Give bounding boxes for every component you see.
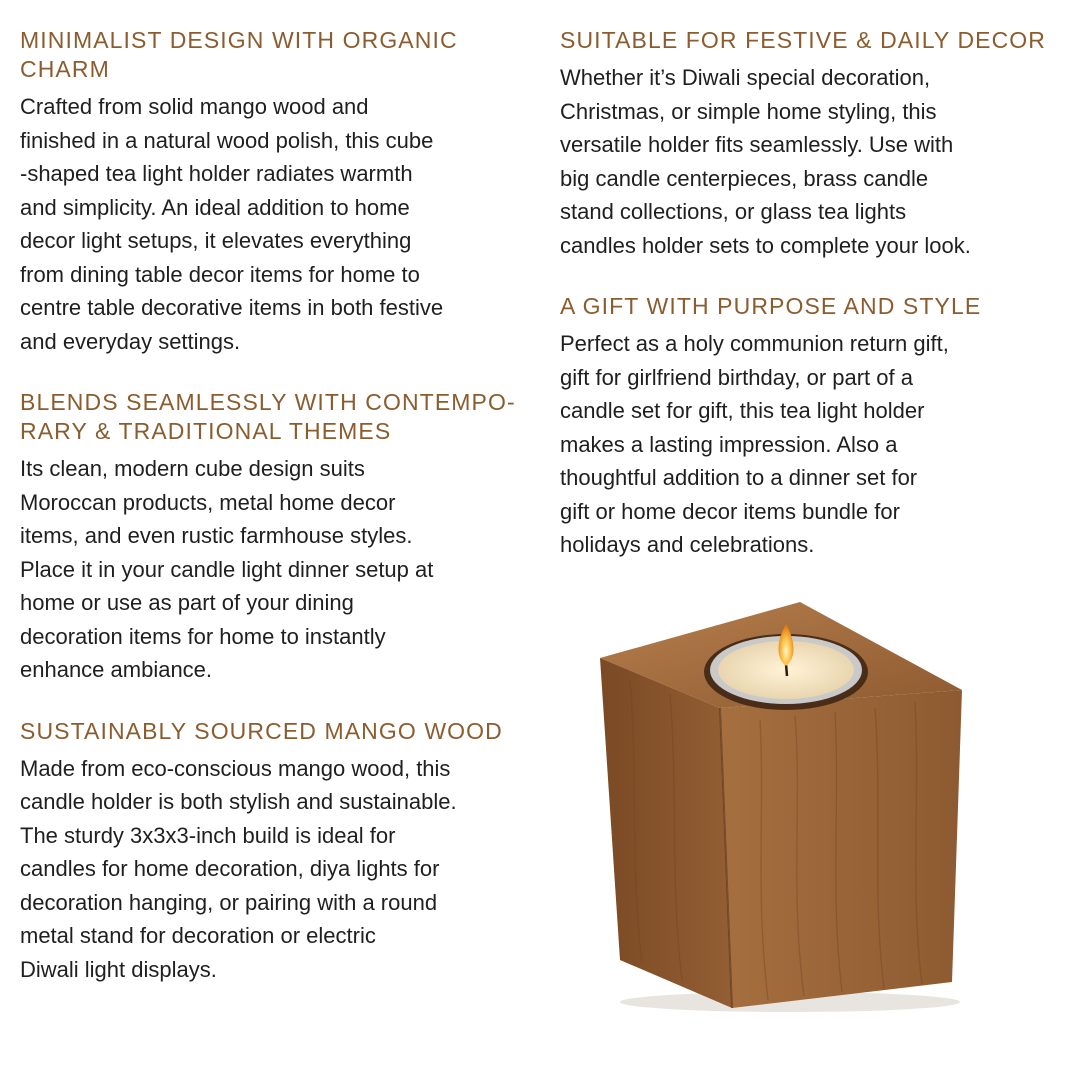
section-gift	[560, 292, 1060, 562]
section-festive-daily	[560, 26, 1060, 262]
section-sustainable-wood	[20, 717, 540, 987]
section-heading: MINIMALIST DESIGN WITH ORGANIC CHARM	[20, 27, 458, 82]
right-column	[560, 26, 1060, 592]
product-image	[590, 590, 980, 1020]
section-heading: A GIFT WITH PURPOSE AND STYLE	[560, 293, 982, 319]
section-body: Whether it’s Diwali special decoration, Christmas, or simple home styling, this versatile holder fits seamlessly. Use with big candle centerpieces, brass candle stand collections, or glass tea lights candles holder sets to complete your look.	[560, 65, 971, 258]
section-heading: BLENDS SEAMLESSLY WITH CONTEMPO- RARY & TRADITIONAL THEMES	[20, 389, 516, 444]
left-column	[20, 26, 540, 1016]
section-body: Its clean, modern cube design suits Moroccan products, metal home decor items, and even rustic farmhouse styles. Place it in your candle light dinner setup at home or use as part of your dining decoration items for home to instantly enhance ambiance.	[20, 456, 434, 682]
section-body: Crafted from solid mango wood and finished in a natural wood polish, this cube -shaped tea light holder radiates warmth and simplicity. An ideal addition to home decor light setups, it elevates everything from dining table decor items for home to centre table decorative items in both festive and everyday settings.	[20, 94, 444, 354]
section-minimalist-design	[20, 26, 540, 358]
section-body: Perfect as a holy communion return gift, gift for girlfriend birthday, or part of a candle set for gift, this tea light holder makes a lasting impression. Also a thoughtful addition to a dinner set for gift or home decor items bundle for holidays and celebrations.	[560, 331, 949, 557]
section-heading: SUSTAINABLY SOURCED MANGO WOOD	[20, 717, 503, 744]
wooden-cube-tea-light-holder-icon	[590, 590, 980, 1020]
section-blends-themes	[20, 388, 540, 687]
section-heading: SUITABLE FOR FESTIVE & DAILY DECOR	[560, 27, 1047, 53]
section-body: Made from eco-conscious mango wood, this candle holder is both stylish and sustainable. The sturdy 3x3x3-inch build is ideal for candles for home decoration, diya lights for decoration hanging, or pairing with a round metal stand for decoration or electric Diwali light displays.	[20, 755, 457, 982]
